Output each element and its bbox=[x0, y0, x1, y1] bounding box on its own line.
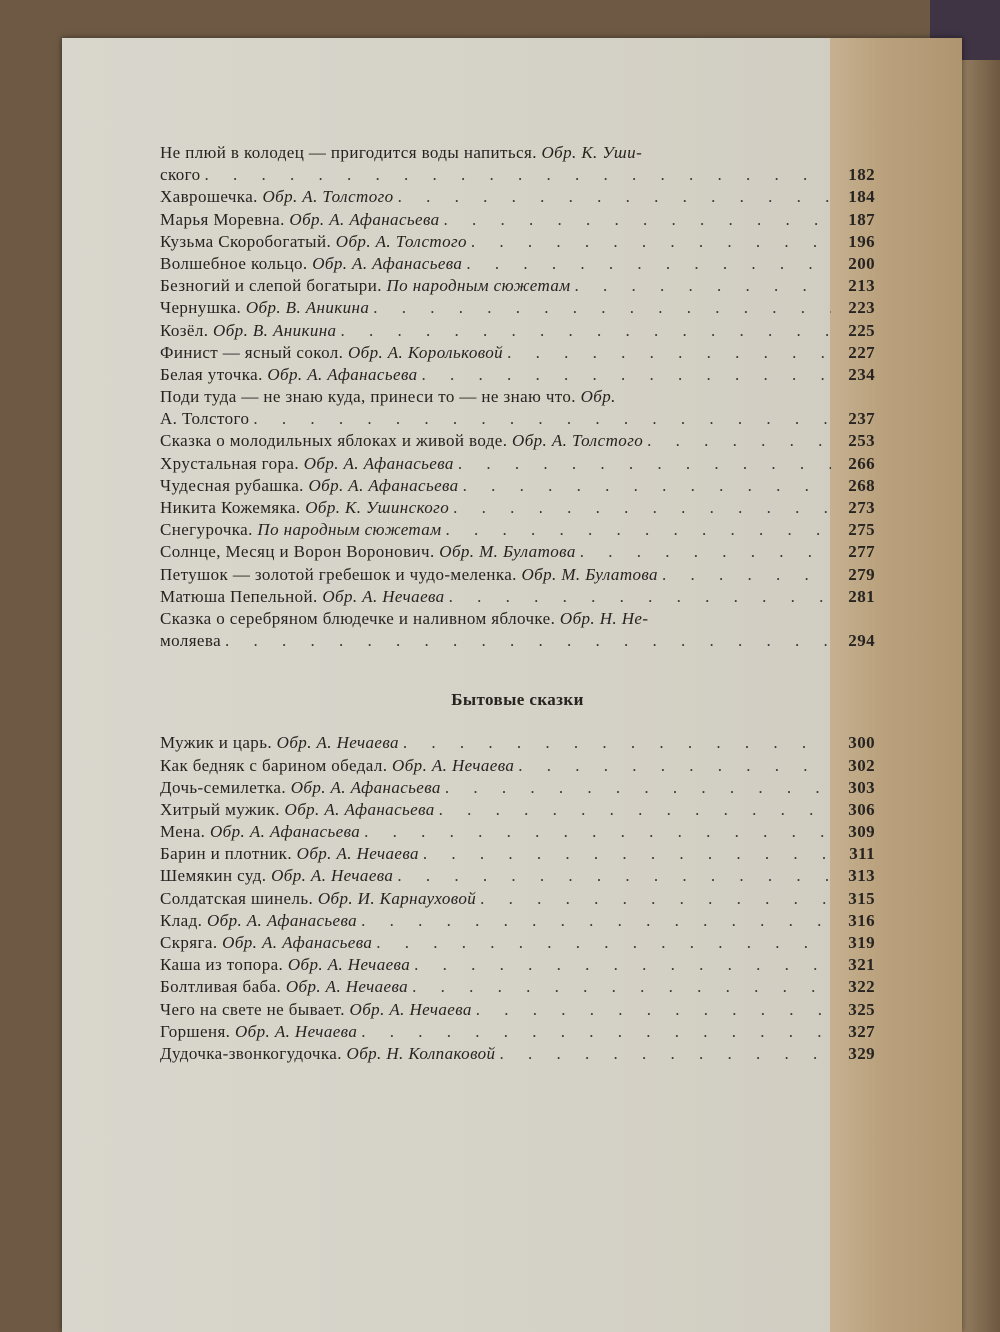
toc-entry-line bbox=[160, 408, 875, 430]
toc-entry-line bbox=[160, 932, 875, 954]
entry-title: Дудочка-звонкогудочка. bbox=[160, 1043, 342, 1063]
entry-page-number: 253 bbox=[848, 431, 875, 451]
toc-entry bbox=[160, 430, 875, 452]
dot-leader bbox=[414, 954, 831, 976]
entry-author: Обр. А. Корольковой bbox=[347, 342, 504, 362]
entry-page-number: 237 bbox=[848, 409, 875, 429]
entry-page-number: 319 bbox=[848, 933, 875, 952]
toc-entry bbox=[160, 253, 875, 275]
dot-leader bbox=[361, 910, 831, 932]
entry-title: Финист — ясный сокол. bbox=[160, 342, 344, 362]
toc-entry-text bbox=[160, 799, 435, 821]
entry-page-number: 313 bbox=[848, 866, 875, 886]
toc-entry bbox=[160, 297, 875, 319]
toc-entry bbox=[160, 732, 875, 754]
entry-page-number: 227 bbox=[848, 342, 875, 362]
entry-author: По народным сюжетам bbox=[257, 520, 442, 540]
dot-leader bbox=[662, 564, 831, 586]
entry-title: Сказка о серебряном блюдечке и наливном яблочке. bbox=[160, 608, 556, 628]
entry-author: Обр. А. Толстого bbox=[512, 431, 644, 451]
entry-author: Обр. М. Булатова bbox=[439, 542, 576, 562]
toc-entry-line bbox=[160, 1043, 875, 1065]
toc-entry-text bbox=[160, 732, 399, 754]
toc-entry bbox=[160, 910, 875, 932]
dot-leader bbox=[445, 519, 831, 541]
entry-author: Обр. А. Афанасьева bbox=[303, 453, 454, 473]
entry-title: Снегурочка. bbox=[160, 520, 253, 540]
toc-entry-line bbox=[160, 541, 875, 563]
toc-entry-text bbox=[160, 253, 462, 275]
entry-page-number: 266 bbox=[848, 453, 875, 473]
dot-leader bbox=[225, 630, 831, 652]
toc-entry-line bbox=[160, 586, 875, 608]
entry-title: Шемякин суд. bbox=[160, 866, 267, 886]
entry-title: Сказка о молодильных яблоках и живой воде. bbox=[160, 431, 508, 451]
toc-entry bbox=[160, 1021, 875, 1043]
entry-author: Обр. А. Афанасьева bbox=[312, 253, 463, 273]
entry-title: Клад. bbox=[160, 910, 203, 930]
toc-entry bbox=[160, 976, 875, 998]
dot-leader bbox=[439, 799, 831, 821]
entry-author: Обр. А. Нечаева bbox=[235, 1021, 358, 1041]
toc-entry bbox=[160, 865, 875, 887]
toc-entry-text bbox=[160, 608, 648, 630]
toc-entry bbox=[160, 999, 875, 1021]
entry-page-number: 200 bbox=[848, 253, 875, 273]
toc-entry bbox=[160, 799, 875, 821]
entry-author: Обр. А. Нечаева bbox=[285, 977, 409, 997]
entry-author: Обр. А. Толстого bbox=[262, 187, 394, 207]
entry-author: Обр. В. Аникина bbox=[245, 298, 370, 318]
entry-page-number: 306 bbox=[848, 799, 875, 819]
entry-author: Обр. В. Аникина bbox=[213, 320, 337, 340]
entry-author: Обр. А. Нечаева bbox=[271, 866, 394, 886]
entry-title: Хрустальная гора. bbox=[160, 453, 300, 473]
toc-entry-text bbox=[160, 475, 459, 497]
dot-leader bbox=[466, 253, 831, 275]
entry-title: Солдатская шинель. bbox=[160, 888, 314, 908]
entry-page-number: 325 bbox=[848, 999, 875, 1019]
entry-author: Обр. А. Нечаева bbox=[287, 955, 411, 975]
entry-author: Обр. А. Афанасьева bbox=[308, 475, 459, 495]
toc-entry bbox=[160, 541, 875, 563]
entry-author: По народным сюжетам bbox=[386, 276, 571, 296]
dot-leader bbox=[376, 932, 831, 954]
entry-author: Обр. А. Афанасьева bbox=[284, 799, 435, 819]
toc-entry bbox=[160, 755, 875, 777]
entry-author: Обр. А. Афанасьева bbox=[206, 910, 358, 930]
entry-author: Обр. М. Булатова bbox=[521, 564, 658, 584]
entry-title: Кузьма Скоробогатый. bbox=[160, 231, 332, 251]
entry-title: Безногий и слепой богатыри. bbox=[160, 276, 382, 296]
entry-author: Обр. bbox=[580, 387, 616, 407]
entry-title: Чернушка. bbox=[160, 298, 242, 318]
section-heading: Бытовые сказки bbox=[451, 690, 584, 710]
toc-entry-text bbox=[160, 453, 454, 475]
entry-page-number: 327 bbox=[848, 1021, 875, 1041]
entry-page-number: 223 bbox=[848, 298, 875, 318]
toc-entry-text bbox=[160, 586, 445, 608]
toc-entry-line bbox=[160, 799, 875, 821]
entry-page-number: 329 bbox=[848, 1043, 875, 1063]
toc-entry bbox=[160, 209, 875, 231]
toc-entry-line bbox=[160, 1021, 875, 1043]
dot-leader bbox=[397, 865, 831, 887]
entry-title: Белая уточка. bbox=[160, 364, 263, 384]
toc-entry bbox=[160, 932, 875, 954]
toc-part-2 bbox=[160, 732, 875, 1065]
toc-entry-text bbox=[160, 976, 408, 998]
dot-leader bbox=[458, 453, 831, 475]
toc-entry bbox=[160, 142, 875, 186]
toc-entry bbox=[160, 364, 875, 386]
toc-part-1 bbox=[160, 142, 875, 652]
toc-entry-text bbox=[160, 1043, 495, 1065]
dot-leader bbox=[480, 888, 831, 910]
entry-title: Марья Моревна. bbox=[160, 209, 285, 229]
entry-page-number: 294 bbox=[848, 631, 875, 651]
toc-entry-line bbox=[160, 564, 875, 586]
entry-title: Чудесная рубашка. bbox=[160, 475, 304, 495]
dot-leader bbox=[507, 342, 831, 364]
toc-entry-line bbox=[160, 253, 875, 275]
entry-author: Обр. А. Нечаева bbox=[276, 733, 399, 753]
toc-entry bbox=[160, 475, 875, 497]
dot-leader bbox=[647, 430, 831, 452]
entry-author: Обр. А. Афанасьева bbox=[222, 933, 373, 952]
toc-entry-text bbox=[160, 541, 576, 563]
entry-author-continuation: ского bbox=[160, 165, 201, 185]
entry-page-number: 273 bbox=[848, 498, 875, 517]
dot-leader bbox=[499, 1043, 831, 1065]
toc-entry-text bbox=[160, 777, 441, 799]
dot-leader bbox=[471, 231, 831, 253]
dot-leader bbox=[422, 364, 831, 386]
toc-entry-text bbox=[160, 386, 616, 408]
dot-leader bbox=[476, 999, 831, 1021]
dot-leader bbox=[580, 541, 831, 563]
entry-page-number: 300 bbox=[848, 733, 875, 753]
toc-entry bbox=[160, 275, 875, 297]
entry-author: Обр. Н. Колпаковой bbox=[346, 1043, 496, 1063]
entry-author: Обр. А. Афанасьева bbox=[267, 364, 418, 384]
entry-page-number: 275 bbox=[848, 520, 875, 540]
toc-entry bbox=[160, 586, 875, 608]
toc-entry bbox=[160, 320, 875, 342]
entry-title: Барин и плотник. bbox=[160, 844, 292, 864]
toc-entry-text bbox=[160, 910, 357, 932]
entry-title: Петушок — золотой гребешок и чудо-меленка. bbox=[160, 564, 517, 584]
dot-leader bbox=[364, 821, 831, 843]
toc-entry-text bbox=[160, 342, 503, 364]
toc-entry bbox=[160, 231, 875, 253]
dot-leader bbox=[518, 755, 831, 777]
dot-leader bbox=[398, 186, 831, 208]
toc-entry-text bbox=[160, 1021, 357, 1043]
toc-entry-line bbox=[160, 142, 875, 164]
toc-entry-text bbox=[160, 755, 514, 777]
dot-leader bbox=[205, 164, 832, 186]
entry-title: Не плюй в колодец — пригодится воды напиться. bbox=[160, 143, 537, 162]
toc-entry-line bbox=[160, 755, 875, 777]
entry-author: Обр. А. Афанасьева bbox=[210, 822, 361, 842]
dot-leader bbox=[423, 843, 831, 865]
toc-entry bbox=[160, 453, 875, 475]
toc-entry bbox=[160, 342, 875, 364]
toc-entry-line bbox=[160, 608, 875, 630]
toc-entry-line bbox=[160, 843, 875, 865]
dot-leader bbox=[373, 297, 831, 319]
toc-entry-text bbox=[160, 843, 419, 865]
entry-author: Обр. А. Толстого bbox=[335, 231, 467, 251]
toc-entry-text bbox=[160, 865, 393, 887]
toc-entry-line bbox=[160, 342, 875, 364]
entry-title: Горшеня. bbox=[160, 1021, 231, 1041]
toc-entry-line bbox=[160, 386, 875, 408]
toc-entry-line bbox=[160, 888, 875, 910]
dot-leader bbox=[575, 275, 831, 297]
entry-author-continuation: А. Толстого bbox=[160, 409, 250, 429]
entry-page-number: 315 bbox=[848, 888, 875, 908]
toc-entry-line bbox=[160, 320, 875, 342]
toc-entry bbox=[160, 186, 875, 208]
entry-page-number: 303 bbox=[848, 777, 875, 797]
entry-author: Обр. А. Нечаева bbox=[349, 999, 472, 1019]
toc-entry-line bbox=[160, 186, 875, 208]
toc-entry bbox=[160, 777, 875, 799]
toc-entry bbox=[160, 608, 875, 652]
entry-page-number: 321 bbox=[848, 955, 875, 975]
entry-page-number: 268 bbox=[848, 475, 875, 495]
entry-author: Обр. А. Афанасьева bbox=[289, 209, 440, 229]
toc-entry bbox=[160, 843, 875, 865]
entry-title: Болтливая баба. bbox=[160, 977, 282, 997]
entry-page-number: 196 bbox=[848, 231, 875, 251]
entry-page-number: 234 bbox=[848, 364, 875, 384]
entry-page-number: 277 bbox=[848, 542, 875, 562]
entry-page-number: 316 bbox=[848, 910, 875, 930]
entry-title: Дочь-семилетка. bbox=[160, 777, 287, 797]
toc-entry-line bbox=[160, 497, 875, 519]
toc-entry-text bbox=[160, 888, 476, 910]
toc-entry bbox=[160, 497, 875, 519]
entry-title: Никита Кожемяка. bbox=[160, 498, 301, 517]
toc-entry-line bbox=[160, 475, 875, 497]
toc-entry-line bbox=[160, 910, 875, 932]
toc-entry-line bbox=[160, 164, 875, 186]
toc-entry-text bbox=[160, 275, 571, 297]
toc-entry-text bbox=[160, 209, 440, 231]
entry-title: Каша из топора. bbox=[160, 955, 284, 975]
toc-entry-text bbox=[160, 954, 410, 976]
toc-entry-text bbox=[160, 932, 372, 954]
entry-author: Обр. Н. Не- bbox=[559, 608, 649, 628]
entry-author: Обр. К. Уши- bbox=[541, 143, 643, 162]
toc-entry-line bbox=[160, 732, 875, 754]
toc-entry-text bbox=[160, 430, 643, 452]
toc-entry-line bbox=[160, 865, 875, 887]
entry-page-number: 309 bbox=[848, 822, 875, 842]
dot-leader bbox=[444, 209, 831, 231]
entry-author: Обр. А. Нечаева bbox=[296, 844, 419, 864]
entry-author: Обр. И. Карнауховой bbox=[317, 888, 477, 908]
toc-entry-line bbox=[160, 999, 875, 1021]
entry-title: Скряга. bbox=[160, 933, 218, 952]
toc-entry-line bbox=[160, 954, 875, 976]
entry-title: Козёл. bbox=[160, 320, 209, 340]
toc-entry bbox=[160, 888, 875, 910]
toc-entry-line bbox=[160, 275, 875, 297]
toc-entry-line bbox=[160, 209, 875, 231]
toc-entry-text bbox=[160, 231, 467, 253]
entry-page-number: 184 bbox=[848, 187, 875, 207]
toc-entry-text bbox=[160, 564, 658, 586]
dot-leader bbox=[449, 586, 831, 608]
entry-title: Чего на свете не бывает. bbox=[160, 999, 345, 1019]
toc-entry bbox=[160, 1043, 875, 1065]
entry-page-number: 213 bbox=[848, 276, 875, 296]
toc-entry-line bbox=[160, 821, 875, 843]
toc-entry-text bbox=[160, 142, 642, 164]
toc-entry-text bbox=[160, 519, 441, 541]
toc-entry-line bbox=[160, 364, 875, 386]
toc-entry-text bbox=[160, 821, 360, 843]
entry-page-number: 281 bbox=[848, 586, 875, 606]
toc-entry-text bbox=[160, 320, 336, 342]
entry-title: Поди туда — не знаю куда, принеси то — не знаю что. bbox=[160, 387, 576, 407]
entry-page-number: 182 bbox=[848, 165, 875, 185]
entry-title: Как бедняк с барином обедал. bbox=[160, 755, 388, 775]
toc-entry-line bbox=[160, 519, 875, 541]
dot-leader bbox=[340, 320, 831, 342]
dot-leader bbox=[453, 497, 831, 519]
toc-entry-line bbox=[160, 297, 875, 319]
table-of-contents bbox=[160, 142, 875, 1065]
toc-entry bbox=[160, 386, 875, 430]
entry-author-continuation: моляева bbox=[160, 631, 222, 651]
dot-leader bbox=[412, 976, 831, 998]
dot-leader bbox=[361, 1021, 831, 1043]
entry-page-number: 225 bbox=[848, 320, 875, 340]
entry-title: Хитрый мужик. bbox=[160, 799, 280, 819]
toc-entry-text bbox=[160, 497, 449, 519]
toc-entry bbox=[160, 821, 875, 843]
entry-title: Солнце, Месяц и Ворон Воронович. bbox=[160, 542, 435, 562]
entry-author: Обр. А. Нечаева bbox=[322, 586, 445, 606]
entry-title: Мужик и царь. bbox=[160, 733, 273, 753]
toc-entry-text bbox=[160, 364, 418, 386]
toc-entry-text bbox=[160, 186, 394, 208]
entry-author: Обр. А. Афанасьева bbox=[290, 777, 441, 797]
toc-entry-line bbox=[160, 777, 875, 799]
entry-page-number: 187 bbox=[848, 209, 875, 229]
entry-author: Обр. А. Нечаева bbox=[392, 755, 515, 775]
entry-title: Волшебное кольцо. bbox=[160, 253, 308, 273]
dot-leader bbox=[463, 475, 831, 497]
toc-entry-text bbox=[160, 999, 472, 1021]
toc-entry bbox=[160, 519, 875, 541]
entry-page-number: 311 bbox=[849, 844, 875, 864]
entry-title: Хаврошечка. bbox=[160, 187, 258, 207]
entry-page-number: 322 bbox=[848, 977, 875, 997]
toc-entry-line bbox=[160, 430, 875, 452]
entry-title: Мена. bbox=[160, 822, 206, 842]
dot-leader bbox=[253, 408, 831, 430]
toc-entry-line bbox=[160, 976, 875, 998]
entry-page-number: 279 bbox=[848, 564, 875, 584]
entry-author: Обр. К. Ушинского bbox=[305, 498, 450, 517]
toc-entry-line bbox=[160, 231, 875, 253]
toc-entry-line bbox=[160, 453, 875, 475]
entry-title: Матюша Пепельной. bbox=[160, 586, 318, 606]
dot-leader bbox=[403, 732, 831, 754]
toc-entry bbox=[160, 564, 875, 586]
toc-entry bbox=[160, 954, 875, 976]
toc-entry-text bbox=[160, 297, 369, 319]
entry-page-number: 302 bbox=[848, 755, 875, 775]
toc-entry-line bbox=[160, 630, 875, 652]
dot-leader bbox=[445, 777, 831, 799]
